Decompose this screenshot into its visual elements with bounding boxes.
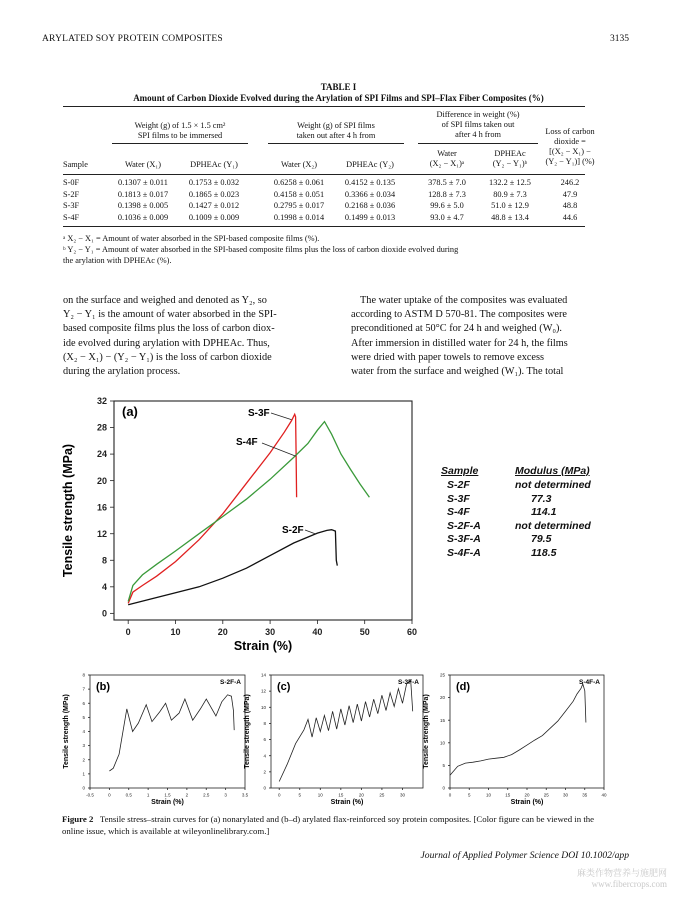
x-tick-label: 2.5 bbox=[203, 792, 210, 798]
table-cell: 378.5 ± 7.0 bbox=[428, 178, 466, 187]
modulus-sample: S-4F-A bbox=[447, 546, 481, 559]
x-axis-label: Strain (%) bbox=[151, 799, 184, 806]
modulus-value: not determined bbox=[515, 519, 591, 532]
y-tick-label: 10 bbox=[439, 740, 445, 746]
series-legend: S-4F-A bbox=[579, 679, 600, 686]
plot-frame bbox=[114, 401, 412, 620]
table-cell: 0.1813 ± 0.017 bbox=[117, 189, 169, 199]
x-tick-label: 0 bbox=[277, 792, 281, 798]
table-cell: 0.1009 ± 0.009 bbox=[188, 212, 240, 222]
table-label: TABLE I bbox=[320, 82, 357, 92]
plot-frame bbox=[271, 675, 423, 788]
col-header-dpheac3: DPHEAc (Y₂ − Y₁)ᵇ bbox=[492, 149, 528, 168]
y-axis-label: Tensile strength (MPa) bbox=[63, 694, 70, 769]
table-cell: 0.4152 ± 0.135 bbox=[344, 178, 396, 187]
panel-label: (c) bbox=[277, 681, 291, 693]
y-tick-label: 10 bbox=[260, 704, 266, 710]
modulus-row bbox=[441, 520, 611, 534]
x-tick-label: 20 bbox=[358, 792, 364, 798]
text-line: (X₂ − X₁) − (Y₂ − Y₁) is the loss of carbon dioxide bbox=[63, 351, 272, 363]
y-tick-label: 4 bbox=[263, 753, 266, 759]
panel-label: (d) bbox=[456, 681, 471, 693]
x-tick-label: 20 bbox=[524, 792, 530, 798]
table-cell: 0.1998 ± 0.014 bbox=[273, 212, 325, 222]
x-tick-label: 1.5 bbox=[164, 792, 171, 798]
series-line-s-2f bbox=[128, 530, 337, 605]
x-tick-label: 15 bbox=[505, 792, 511, 798]
x-tick-label: 10 bbox=[317, 792, 323, 798]
y-tick-label: 8 bbox=[82, 672, 85, 678]
y-tick-label: 4 bbox=[101, 581, 107, 592]
x-axis-label: Strain (%) bbox=[233, 639, 293, 653]
col-header-dpheac1: DPHEAc (Y₁) bbox=[190, 160, 238, 169]
modulus-row bbox=[441, 493, 611, 507]
journal-footer: Journal of Applied Polymer Science DOI 10.1002/app bbox=[420, 850, 629, 861]
x-tick-label: 1 bbox=[146, 792, 150, 798]
text-line: during the arylation process. bbox=[63, 365, 181, 377]
table-cell: 0.1753 ± 0.032 bbox=[188, 178, 240, 187]
y-tick-label: 5 bbox=[82, 714, 85, 720]
table-title: Amount of Carbon Dioxide Evolved during the Arylation of SPI Films and SPI–Flax Fiber Composites (%) bbox=[133, 93, 544, 103]
x-tick-label: 10 bbox=[485, 792, 492, 798]
x-tick-label: 15 bbox=[338, 792, 344, 798]
table-row-label: S-2F bbox=[63, 189, 80, 199]
series-line-s-2f-a bbox=[109, 695, 234, 771]
series-label-leader bbox=[262, 443, 296, 456]
watermark-line-1: 麻类作物营养与施肥网 bbox=[576, 868, 667, 878]
y-tick-label: 20 bbox=[96, 475, 107, 486]
y-tick-label: 12 bbox=[96, 528, 107, 539]
x-tick-label: 30 bbox=[265, 627, 276, 637]
table-cell: 246.2 bbox=[560, 178, 580, 187]
x-tick-label: 3.5 bbox=[241, 792, 249, 798]
modulus-sample: S-3F-A bbox=[447, 533, 481, 546]
modulus-sample: S-3F bbox=[447, 492, 470, 505]
y-tick-label: 24 bbox=[96, 449, 107, 460]
y-tick-label: 32 bbox=[96, 396, 107, 407]
table-cell: 0.1499 ± 0.013 bbox=[344, 212, 396, 222]
x-tick-label: 30 bbox=[562, 792, 569, 798]
table-footnote-b-cont: the arylation with DPHEAc (%). bbox=[63, 256, 172, 265]
y-tick-label: 16 bbox=[96, 502, 107, 513]
x-tick-label: 60 bbox=[406, 627, 418, 637]
y-tick-label: 7 bbox=[82, 686, 85, 692]
panel-label: (b) bbox=[96, 681, 111, 693]
modulus-sample: S-4F bbox=[447, 506, 470, 519]
table-footnote-a: ᵃ X₂ − X₁ = Amount of water absorbed in the SPI-based composite films (%). bbox=[63, 234, 320, 243]
y-tick-label: 2 bbox=[263, 769, 266, 775]
table-row-label: S-3F bbox=[63, 201, 80, 210]
modulus-row bbox=[441, 547, 611, 561]
series-label: S-2F bbox=[282, 525, 304, 536]
y-tick-label: 0 bbox=[263, 785, 266, 791]
col-header-sample: Sample bbox=[63, 160, 88, 169]
table-header-group-3: Difference in weight (%) of SPI films taken out after 4 h from bbox=[436, 110, 520, 139]
modulus-header-value: Modulus (MPa) bbox=[515, 465, 590, 477]
x-tick-label: 0 bbox=[125, 627, 131, 637]
table-cell: 132.2 ± 12.5 bbox=[489, 178, 531, 187]
table-header-group-1: Weight (g) of 1.5 × 1.5 cm² SPI films to be immersed bbox=[134, 121, 226, 140]
x-tick-label: 40 bbox=[312, 627, 323, 637]
modulus-row bbox=[441, 533, 611, 547]
table-cell: 0.2795 ± 0.017 bbox=[273, 201, 325, 210]
modulus-value: 79.5 bbox=[531, 533, 552, 546]
caption-text: Tensile stress–strain curves for (a) nonarylated and (b–d) arylated flax-reinforced soy protein composites. [Color figure can be viewed in the online issue, which is available at wileyonlinelibrary.com.] bbox=[62, 814, 595, 836]
text-line: water from the surface and weighed (W₁). The total bbox=[351, 365, 564, 377]
x-tick-label: 5 bbox=[467, 792, 471, 798]
x-axis-label: Strain (%) bbox=[510, 799, 544, 806]
text-line: based composite films plus the loss of carbon diox- bbox=[63, 323, 275, 335]
modulus-row bbox=[441, 479, 611, 493]
table-cell: 48.8 ± 13.4 bbox=[491, 212, 529, 222]
series-label: S-3F bbox=[248, 408, 270, 419]
series-label-leader bbox=[271, 413, 291, 420]
table-row-label: S-4F bbox=[63, 212, 80, 222]
y-tick-label: 8 bbox=[263, 721, 266, 727]
x-tick-label: 3 bbox=[224, 792, 227, 798]
modulus-value: 77.3 bbox=[531, 492, 552, 505]
table-cell: 51.0 ± 12.9 bbox=[491, 201, 529, 210]
page-number: 3135 bbox=[610, 34, 629, 44]
col-header-water1: Water (X₁) bbox=[124, 160, 162, 169]
modulus-value: 114.1 bbox=[531, 506, 557, 519]
y-tick-label: 1 bbox=[82, 771, 85, 777]
y-tick-label: 4 bbox=[82, 729, 85, 735]
table-cell: 0.4158 ± 0.051 bbox=[273, 189, 325, 199]
x-tick-label: 0 bbox=[448, 792, 452, 798]
watermark-line-2: www.fibercrops.com bbox=[591, 879, 667, 889]
text-line: ide evolved during arylation with DPHEAc. Thus, bbox=[63, 337, 270, 349]
y-tick-label: 0 bbox=[82, 785, 85, 791]
y-tick-label: 2 bbox=[82, 757, 85, 763]
x-tick-label: 35 bbox=[582, 792, 588, 798]
table-cell: 0.3366 ± 0.034 bbox=[344, 189, 396, 199]
modulus-value: 118.5 bbox=[531, 546, 557, 559]
table-cell: 0.1036 ± 0.009 bbox=[117, 212, 169, 222]
x-tick-label: 25 bbox=[543, 792, 549, 798]
x-axis-label: Strain (%) bbox=[330, 799, 364, 806]
table-cell: 48.8 bbox=[562, 201, 578, 210]
x-tick-label: 10 bbox=[170, 627, 181, 637]
table-cell: 0.1865 ± 0.023 bbox=[188, 189, 240, 199]
y-axis-label: Tensile strength (MPa) bbox=[61, 443, 75, 578]
series-label: S-4F bbox=[236, 437, 258, 448]
x-tick-label: 40 bbox=[601, 792, 607, 798]
series-legend: S-3F-A bbox=[398, 679, 419, 686]
text-line: were dried with paper towels to remove excess bbox=[351, 351, 544, 363]
series-label-leader bbox=[305, 530, 315, 534]
col-header-dpheac2: DPHEAc (Y₂) bbox=[346, 160, 394, 169]
y-tick-label: 14 bbox=[260, 672, 266, 678]
y-axis-label: Tensile strength (MPa) bbox=[423, 694, 430, 769]
table-cell: 0.1427 ± 0.012 bbox=[188, 201, 240, 210]
x-tick-label: 30 bbox=[399, 792, 405, 798]
table-cell: 0.6258 ± 0.061 bbox=[273, 178, 325, 187]
table-cell: 0.1307 ± 0.011 bbox=[118, 178, 168, 187]
series-line-s-4f-a bbox=[450, 684, 586, 775]
table-cell: 0.2168 ± 0.036 bbox=[344, 201, 396, 210]
y-tick-label: 6 bbox=[263, 737, 266, 743]
col-header-water2: Water (X₂) bbox=[280, 160, 318, 169]
text-line: The water uptake of the composites was evaluated bbox=[360, 295, 568, 306]
figure-caption bbox=[62, 814, 602, 837]
table-cell: 47.9 bbox=[562, 189, 578, 199]
x-tick-label: 0 bbox=[108, 792, 111, 798]
table-cell: 80.9 ± 7.3 bbox=[493, 189, 527, 199]
table-cell: 99.6 ± 5.0 bbox=[430, 201, 464, 210]
y-tick-label: 0 bbox=[442, 785, 445, 791]
table-header-group-4: Loss of carbon dioxide = [(X₂ − X₁) − (Y₂ − Y₁)] (%) bbox=[545, 127, 595, 166]
text-line: according to ASTM D 570-81. The composites were bbox=[351, 309, 568, 321]
series-line-s-4f bbox=[128, 422, 369, 602]
running-title: ARYLATED SOY PROTEIN COMPOSITES bbox=[42, 34, 223, 44]
x-tick-label: -0.5 bbox=[86, 792, 94, 798]
x-tick-label: 50 bbox=[359, 627, 370, 637]
y-tick-label: 20 bbox=[439, 695, 445, 701]
text-line: on the surface and weighed and denoted as Y₂, so bbox=[63, 295, 267, 306]
table-cell: 0.1398 ± 0.005 bbox=[117, 201, 169, 210]
plot-frame bbox=[90, 675, 245, 788]
table-cell: 93.0 ± 4.7 bbox=[430, 212, 464, 222]
series-legend: S-2F-A bbox=[220, 679, 241, 686]
modulus-header-sample: Sample bbox=[441, 465, 479, 477]
y-tick-label: 8 bbox=[101, 555, 107, 566]
y-tick-label: 0 bbox=[101, 608, 107, 619]
text-line: Y₂ − Y₁ is the amount of water absorbed in the SPI- bbox=[63, 309, 277, 321]
table-cell: 44.6 bbox=[562, 212, 578, 222]
x-tick-label: 25 bbox=[379, 792, 385, 798]
x-tick-label: 20 bbox=[217, 627, 228, 637]
table-footnote-b: ᵇ Y₂ − Y₁ = Amount of water absorbed in the SPI-based composite films plus the loss of carbon dioxide evolved during bbox=[63, 245, 459, 254]
table-cell: 128.8 ± 7.3 bbox=[428, 189, 466, 199]
caption-label: Figure 2 bbox=[62, 814, 94, 824]
x-tick-label: 5 bbox=[298, 792, 302, 798]
y-axis-label: Tensile strength (MPa) bbox=[244, 694, 251, 769]
y-tick-label: 15 bbox=[439, 717, 445, 723]
col-header-water3: Water (X₂ − X₁)ᵃ bbox=[429, 149, 465, 168]
modulus-value: not determined bbox=[515, 479, 591, 491]
y-tick-label: 3 bbox=[82, 743, 85, 749]
table-row-label: S-0F bbox=[63, 178, 80, 187]
text-line: After immersion in distilled water for 24 h, the films bbox=[351, 337, 568, 349]
modulus-row bbox=[441, 506, 611, 520]
series-line-s-3f bbox=[128, 414, 296, 603]
series-line-s-3f-a bbox=[279, 681, 413, 782]
panel-label: (a) bbox=[122, 404, 138, 419]
y-tick-label: 5 bbox=[442, 762, 445, 768]
modulus-table bbox=[441, 465, 611, 561]
x-tick-label: 2 bbox=[185, 792, 189, 798]
text-line: preconditioned at 50°C for 24 h and weighed (W₀). bbox=[351, 323, 563, 335]
y-tick-label: 25 bbox=[439, 672, 445, 678]
table-header-group-2: Weight (g) of SPI films taken out after 4 h from bbox=[296, 121, 376, 140]
modulus-sample: S-2F bbox=[447, 479, 470, 491]
y-tick-label: 28 bbox=[96, 422, 107, 433]
plot-frame bbox=[450, 675, 604, 788]
y-tick-label: 12 bbox=[260, 688, 266, 694]
modulus-sample: S-2F-A bbox=[447, 519, 481, 532]
x-tick-label: 0.5 bbox=[125, 792, 132, 798]
y-tick-label: 6 bbox=[82, 700, 85, 706]
